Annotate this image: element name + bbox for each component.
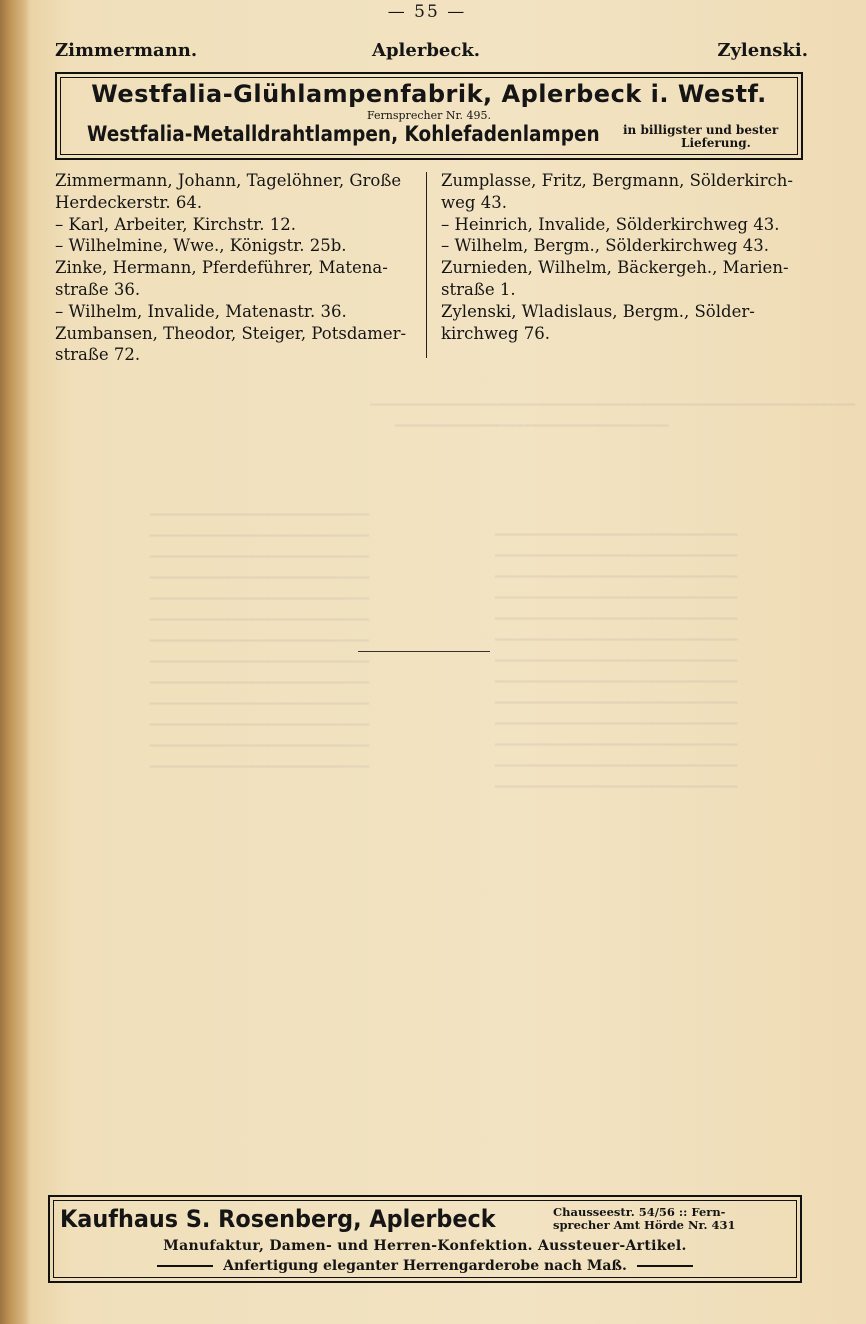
column-divider (426, 172, 427, 358)
entry-line: Zumplasse, Fritz, Bergmann, Sölderkirch- (441, 171, 793, 190)
running-head-center: Aplerbeck. (372, 40, 481, 61)
advertisement-headline: Kaufhaus S. Rosenberg, Aplerbeck (60, 1205, 496, 1233)
entry-line: – Wilhelm, Invalide, Matenastr. 36. (55, 301, 347, 321)
entry-line-continued: kirchweg 76. (441, 323, 550, 343)
page-binding-shadow (0, 0, 30, 1324)
advertisement-phone: Fernsprecher Nr. 495. (366, 109, 491, 122)
advertisement-tagline-row (50, 1258, 800, 1274)
directory-entry (55, 301, 420, 323)
advertisement-products-note (623, 124, 778, 150)
advertisement-note-line-b: Lieferung. (681, 136, 751, 150)
entry-line: – Heinrich, Invalide, Sölderkirchweg 43. (441, 214, 780, 234)
entry-line: – Karl, Arbeiter, Kirchstr. 12. (55, 214, 296, 234)
directory-entry (441, 257, 813, 301)
advertisement-address-line-b: sprecher Amt Hörde Nr. 431 (553, 1218, 736, 1232)
directory-column-left (55, 170, 420, 366)
entry-line-continued: straße 36. (55, 279, 141, 299)
directory-entry (441, 214, 813, 236)
directory-entry (55, 170, 420, 214)
entry-line-continued: straße 72. (55, 345, 141, 365)
advertisement-glühlampenfabrik (55, 72, 803, 160)
entry-line: Zurnieden, Wilhelm, Bäckergeh., Marien- (441, 258, 789, 278)
running-head-right: Zylenski. (717, 40, 808, 61)
decorative-rule-right (637, 1265, 693, 1267)
directory-entry (55, 323, 420, 367)
horizontal-rule (358, 651, 490, 652)
running-head-left: Zimmermann. (55, 40, 198, 61)
advertisement-tagline: Anfertigung eleganter Herrengarderobe nach Maß. (223, 1258, 627, 1274)
entry-line-continued: straße 1. (441, 279, 516, 299)
entry-line: Zylenski, Wladislaus, Bergm., Sölder- (441, 301, 755, 321)
decorative-rule-left (157, 1265, 213, 1267)
directory-column-right (441, 170, 813, 344)
entry-line: Zinke, Hermann, Pferdeführer, Matena- (55, 258, 388, 278)
directory-entry (55, 235, 420, 257)
directory-entry (441, 301, 813, 345)
directory-entry (441, 235, 813, 257)
entry-line: – Wilhelm, Bergm., Sölderkirchweg 43. (441, 236, 769, 256)
advertisement-address (553, 1206, 736, 1232)
directory-entry (55, 214, 420, 236)
directory-entry (55, 257, 420, 301)
advertisement-headline: Westfalia-Glühlampenfabrik, Aplerbeck i. Westf. (91, 80, 767, 108)
entry-line: – Wilhelmine, Wwe., Königstr. 25b. (55, 236, 347, 256)
advertisement-kaufhaus (48, 1195, 802, 1283)
show-through-column-right: ━━━━━━━━━━━━━━━━━━━━━━━━━━━━━━━ ━━━━━━━━━━━━━━━━━━━━━━━━━━━━━━━ ━━━━━━━━━━━━━━━━━━━━━━━━━━━━━━━ ━━━━━━━━━━━━━━━━━━━━━━━━━━━━━━━ ━━━━━━━━━━━━━━━━━━━━━━━━━━━━━━━ ━━━━━━━━━━━━━━━━━━━━━━━━━━━━━━━ ━━━━━━━━━━━━━━━━━━━━━━━━━━━━━━━ ━━━━━━━━━━━━━━━━━━━━━━━━━━━━━━━ ━━━━━━━━━━━━━━━━━━━━━━━━━━━━━━━ ━━━━━━━━━━━━━━━━━━━━━━━━━━━━━━━ ━━━━━━━━━━━━━━━━━━━━━━━━━━━━━━━ ━━━━━━━━━━━━━━━━━━━━━━━━━━━━━━━ ━━━━━━━━━━━━━━━━━━━━━━━━━━━━━━━ (495, 528, 738, 795)
show-through-column-left: ━━━━━━━━━━━━━━━━━━━━━━━━━━━━ ━━━━━━━━━━━━━━━━━━━━━━━━━━━━ ━━━━━━━━━━━━━━━━━━━━━━━━━━━━ ━━━━━━━━━━━━━━━━━━━━━━━━━━━━ ━━━━━━━━━━━━━━━━━━━━━━━━━━━━ ━━━━━━━━━━━━━━━━━━━━━━━━━━━━ ━━━━━━━━━━━━━━━━━━━━━━━━━━━━ ━━━━━━━━━━━━━━━━━━━━━━━━━━━━ ━━━━━━━━━━━━━━━━━━━━━━━━━━━━ ━━━━━━━━━━━━━━━━━━━━━━━━━━━━ ━━━━━━━━━━━━━━━━━━━━━━━━━━━━ ━━━━━━━━━━━━━━━━━━━━━━━━━━━━ ━━━━━━━━━━━━━━━━━━━━━━━━━━━━ (150, 508, 370, 775)
directory-entry (441, 170, 813, 214)
advertisement-products: Westfalia-Metalldrahtlampen, Kohlefadenlampen (87, 122, 600, 146)
entry-line-continued: weg 43. (441, 192, 507, 212)
show-through-text: ━━━━━━━━━━━━━━━━━━━━━━━━━━━━━━━━━━━━━━━━━━━━━━━━━━━━━━━━━━━━━━ ━━━━━━━━━━━━━━━━━━━━━━━━━━━━━━━━━━━ (370, 398, 856, 434)
entry-line: Zimmermann, Johann, Tagelöhner, Große (55, 171, 402, 190)
entry-line-continued: Herdeckerstr. 64. (55, 192, 203, 212)
advertisement-note-line-a: in billigster und bester (623, 123, 779, 137)
advertisement-address-line-a: Chausseestr. 54/56 :: Fern- (553, 1205, 726, 1219)
page-number: — 55 — (387, 2, 467, 22)
entry-line: Zumbansen, Theodor, Steiger, Potsdamer- (55, 323, 407, 343)
advertisement-assortment: Manufaktur, Damen- und Herren-Konfektion. Aussteuer-Artikel. (163, 1238, 687, 1254)
